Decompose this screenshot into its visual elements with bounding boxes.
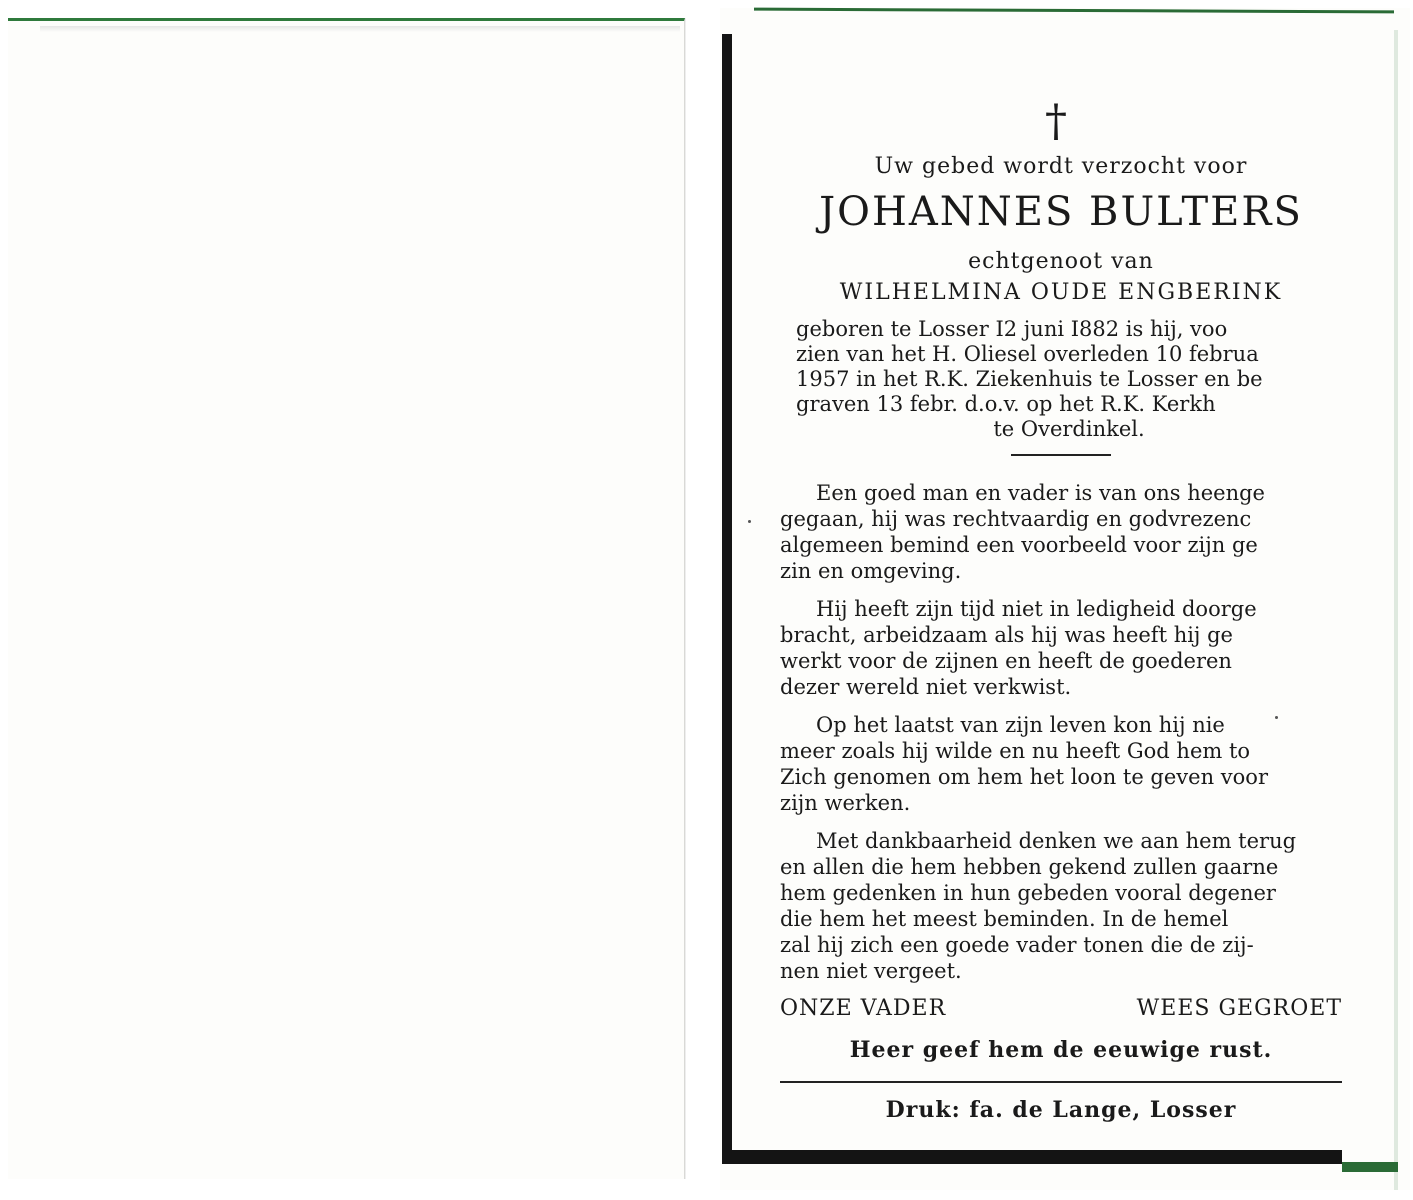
paragraph-line: meer zoals hij wilde en nu heeft God hem to bbox=[780, 739, 1251, 763]
speck bbox=[1275, 716, 1278, 719]
bio-line: te Overdinkel. bbox=[993, 417, 1145, 441]
prayer-hail-mary: WEES GEGROET bbox=[1136, 996, 1342, 1021]
prayers bbox=[780, 996, 1342, 1021]
paragraph-line: die hem het meest beminden. In de hemel bbox=[780, 907, 1229, 931]
paragraph-line: zin en omgeving. bbox=[780, 559, 962, 583]
cross-icon: † bbox=[1045, 100, 1067, 147]
divider bbox=[1011, 454, 1111, 456]
card-content bbox=[780, 100, 1342, 1130]
speck bbox=[748, 520, 751, 523]
bio-line: graven 13 febr. d.o.v. op het R.K. Kerkh bbox=[796, 392, 1216, 416]
deceased-name: JOHANNES BULTERS bbox=[819, 189, 1303, 235]
divider bbox=[780, 1081, 1342, 1083]
bio-line: zien van het H. Oliesel overleden 10 februa bbox=[796, 342, 1259, 366]
card-bottom-edge bbox=[1342, 1162, 1398, 1172]
eternal-rest-line: Heer geef hem de eeuwige rust. bbox=[849, 1037, 1273, 1063]
spouse-name: WILHELMINA OUDE ENGBERINK bbox=[839, 280, 1283, 305]
paragraph-line: Een goed man en vader is van ons heenge bbox=[816, 481, 1265, 505]
paragraph-line: Met dankbaarheid denken we aan hem terug bbox=[816, 829, 1297, 853]
prayer-request: Uw gebed wordt verzocht voor bbox=[874, 154, 1248, 179]
paragraph-line: gegaan, hij was rechtvaardig en godvrezenc bbox=[780, 507, 1252, 531]
biography bbox=[780, 317, 1342, 442]
paragraph-line: dezer wereld niet verkwist. bbox=[780, 675, 1072, 699]
paragraph-line: Hij heeft zijn tijd niet in ledigheid doorge bbox=[816, 597, 1257, 621]
paragraph-line: en allen die hem hebben gekend zullen gaarne bbox=[780, 855, 1279, 879]
paragraph-line: Op het laatst van zijn leven kon hij nie bbox=[816, 713, 1225, 737]
blank-left-page bbox=[8, 18, 685, 1179]
mourning-border-left bbox=[722, 34, 732, 1158]
page-shadow bbox=[40, 26, 680, 32]
paragraph-line: algemeen bemind een voorbeeld voor zijn ge bbox=[780, 533, 1258, 557]
paragraph-line: nen niet vergeet. bbox=[780, 959, 962, 983]
paragraph bbox=[780, 712, 1342, 816]
paragraph-line: zal hij zich een goede vader tonen die de zij- bbox=[780, 933, 1254, 957]
printer-credit: Druk: fa. de Lange, Losser bbox=[885, 1097, 1237, 1123]
paragraph-line: zijn werken. bbox=[780, 791, 911, 815]
paragraph-line: Zich genomen om hem het loon te geven voor bbox=[780, 765, 1268, 789]
paragraph bbox=[780, 480, 1342, 584]
paragraph-line: werkt voor de zijnen en heeft de goederen bbox=[780, 649, 1232, 673]
paragraph-line: bracht, arbeidzaam als hij was heeft hij ge bbox=[780, 623, 1233, 647]
paragraph bbox=[780, 596, 1342, 700]
paragraph bbox=[780, 828, 1342, 984]
mourning-border-bottom bbox=[722, 1150, 1342, 1164]
prayer-our-father: ONZE VADER bbox=[780, 996, 947, 1021]
card-right-edge bbox=[1394, 30, 1398, 1190]
bio-line: geboren te Losser I2 juni I882 is hij, voo bbox=[796, 317, 1228, 341]
spouse-label: echtgenoot van bbox=[968, 249, 1154, 274]
paragraph-line: hem gedenken in hun gebeden vooral degener bbox=[780, 881, 1276, 905]
bio-line: 1957 in het R.K. Ziekenhuis te Losser en be bbox=[796, 367, 1263, 391]
